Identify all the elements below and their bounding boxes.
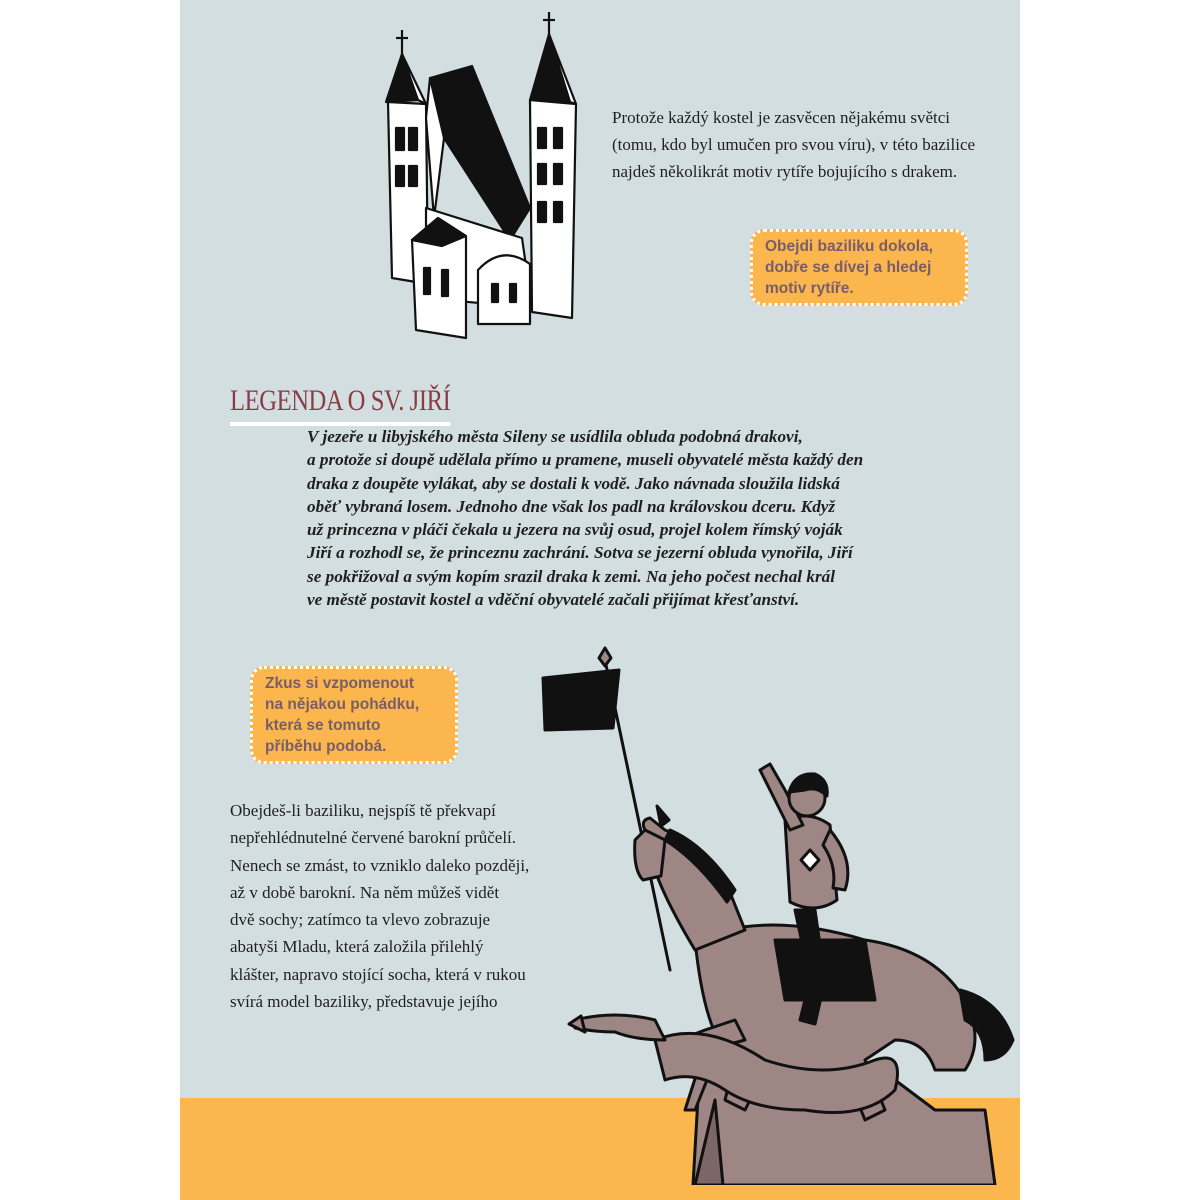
tip-note-fairy-tale: Zkus si vzpomenout na nějakou pohádku, která se tomuto příběhu podobá. — [250, 666, 458, 764]
body-line: Obejdeš-li baziliku, nejspíš tě překvapí — [230, 801, 496, 820]
body-line: svírá model baziliky, představuje jejího — [230, 992, 498, 1012]
st-george-statue-illustration — [465, 640, 1020, 1185]
body-line: až v době barokní. Na něm můžeš vidět — [230, 882, 500, 902]
basilica-illustration — [382, 8, 582, 340]
legend-line: ve městě postavit kostel a vděční obyvatelé začali přijímat křesťanství. — [307, 590, 800, 610]
legend-line: se pokřižoval a svým kopím srazil draka k zemi. Na jeho počest nechal král — [307, 566, 836, 586]
legend-line: draka z doupěte vylákat, aby se dostali k vodě. Jako návnada sloužila lidská — [307, 473, 840, 493]
body-line: dvě sochy; zatímco ta vlevo zobrazuje — [230, 910, 491, 930]
body-line: nepřehlédnutelné červené barokní průčelí. — [230, 828, 517, 848]
intro-paragraph: Protože každý kostel je zasvěcen nějakému světci (tomu, kdo byl umučen pro svou víru), v této bazilice najdeš několikrát motiv rytíře bojujícího s drakem. — [612, 108, 976, 181]
body-line: abatyši Mladu, která založila přilehlý — [230, 937, 484, 957]
tip-note-walk-around: Obejdi baziliku dokola, dobře se dívej a hledej motiv rytíře. — [750, 229, 968, 306]
legend-line: a protože si doupě udělala přímo u pramene, museli obyvatelé města každý den — [307, 450, 864, 470]
legend-line: oběť vybraná losem. Jednoho dne však los padl na královskou dceru. Když — [307, 496, 836, 516]
body-line: klášter, napravo stojící socha, která v rukou — [230, 964, 526, 984]
legend-paragraph — [307, 425, 987, 611]
body-line: Nenech se zmást, to vzniklo daleko později, — [230, 855, 530, 875]
legend-line: Jiří a rozhodl se, že princeznu zachrání. Sotva se jezerní obluda vynořila, Jiří — [307, 543, 853, 563]
legend-line: V jezeře u libyjského města Sileny se usídlila obluda podobná drakovi, — [307, 427, 803, 446]
section-heading: LEGENDA O SV. JIŘÍ — [230, 384, 450, 426]
book-page — [180, 0, 1020, 1200]
legend-line: už princezna v pláči čekala u jezera na svůj osud, projel kolem římský voják — [307, 520, 843, 540]
